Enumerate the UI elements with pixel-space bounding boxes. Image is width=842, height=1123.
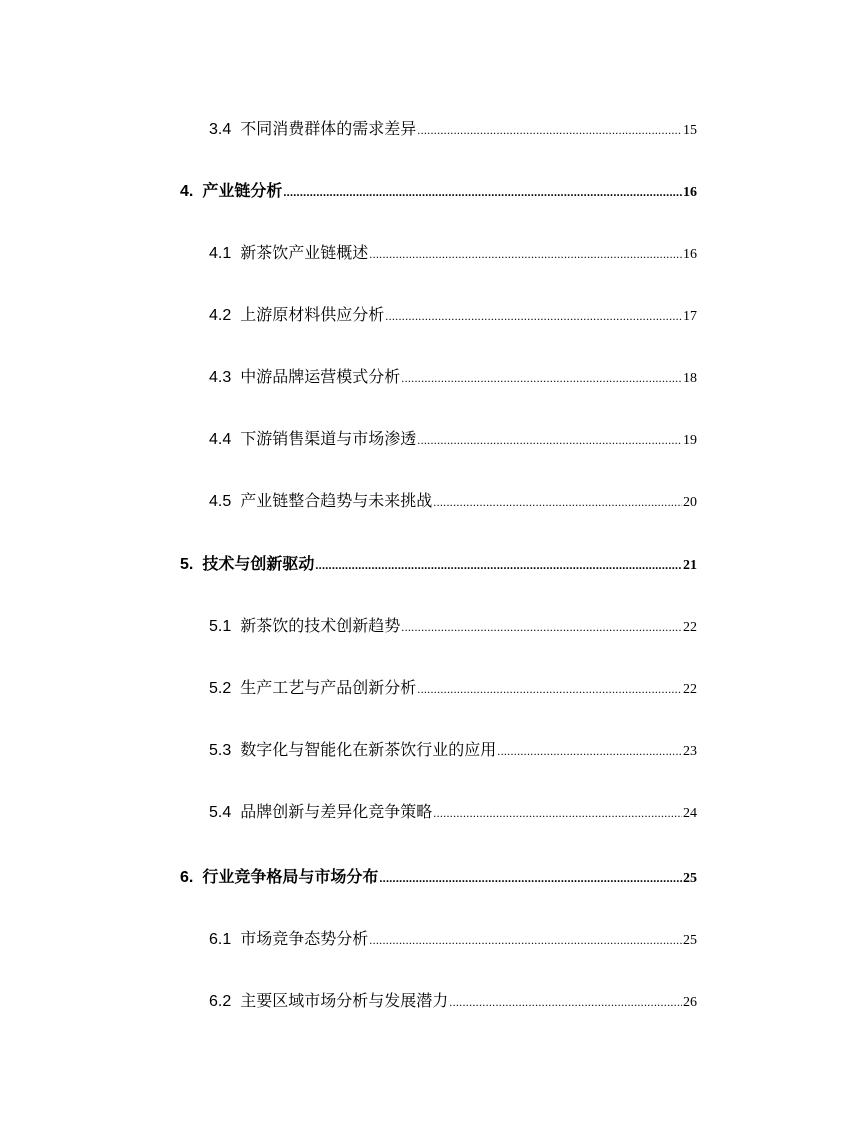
toc-entry-page: 18 (683, 371, 697, 386)
dot-leader (433, 806, 682, 821)
toc-entry-page: 23 (683, 744, 697, 759)
toc-entry-title: 生产工艺与产品创新分析 (240, 680, 417, 697)
toc-entry-page: 21 (683, 558, 697, 573)
toc-entry-page: 16 (683, 185, 697, 200)
toc-entry-title: 产业链整合趋势与未来挑战 (240, 493, 433, 510)
toc-entry-title: 下游销售渠道与市场渗透 (240, 431, 417, 448)
dot-leader (449, 995, 682, 1010)
toc-entry-number: 6.1 (209, 931, 232, 948)
toc-entry-title: 上游原材料供应分析 (240, 307, 385, 324)
toc-entry-number: 4.5 (209, 493, 232, 510)
toc-entry-page: 19 (683, 433, 697, 448)
dot-leader (417, 123, 682, 138)
toc-entry-number: 5. (180, 556, 194, 573)
toc-entry-4-5[interactable] (209, 488, 697, 514)
toc-entry-title: 主要区域市场分析与发展潜力 (240, 993, 449, 1010)
toc-entry-page: 26 (683, 995, 697, 1010)
toc-entry-6-2[interactable] (209, 988, 697, 1014)
dot-leader (385, 309, 682, 324)
dot-leader (417, 682, 682, 697)
toc-entry-page: 22 (683, 682, 697, 697)
dot-leader (401, 371, 682, 386)
toc-entry-4-1[interactable] (209, 240, 697, 266)
toc-entry-4-2[interactable] (209, 302, 697, 328)
toc-entry-5-3[interactable] (209, 737, 697, 763)
toc-entry-page: 25 (683, 933, 697, 948)
dot-leader (433, 495, 682, 510)
toc-entry-number: 5.1 (209, 618, 232, 635)
dot-leader (369, 933, 682, 948)
toc-entry-page: 20 (683, 495, 697, 510)
toc-entry-5-2[interactable] (209, 675, 697, 701)
dot-leader (417, 433, 682, 448)
dot-leader (315, 558, 682, 573)
dot-leader (497, 744, 682, 759)
toc-entry-3-4[interactable] (209, 116, 697, 142)
toc-entry-number: 4.2 (209, 307, 232, 324)
toc-entry-5[interactable] (180, 551, 697, 577)
toc-entry-page: 25 (683, 871, 697, 886)
toc-entry-number: 4.3 (209, 369, 232, 386)
dot-leader (379, 871, 682, 886)
toc-entry-title: 数字化与智能化在新茶饮行业的应用 (240, 742, 497, 759)
toc-entry-page: 22 (683, 620, 697, 635)
dot-leader (283, 185, 682, 200)
toc-entry-title: 市场竞争态势分析 (240, 931, 369, 948)
toc-entry-title: 产业链分析 (202, 183, 283, 200)
toc-entry-4-4[interactable] (209, 426, 697, 452)
toc-entry-page: 16 (683, 247, 697, 262)
toc-entry-title: 中游品牌运营模式分析 (240, 369, 401, 386)
toc-entry-title: 新茶饮产业链概述 (240, 245, 369, 262)
dot-leader (401, 620, 682, 635)
toc-entry-page: 24 (683, 806, 697, 821)
toc-entry-page: 17 (683, 309, 697, 324)
toc-entry-number: 4.4 (209, 431, 232, 448)
toc-entry-number: 4.1 (209, 245, 232, 262)
dot-leader (369, 247, 682, 262)
toc-entry-title: 不同消费群体的需求差异 (240, 121, 417, 138)
toc-entry-title: 新茶饮的技术创新趋势 (240, 618, 401, 635)
toc-entry-5-4[interactable] (209, 799, 697, 825)
toc-entry-title: 品牌创新与差异化竞争策略 (240, 804, 433, 821)
toc-entry-4[interactable] (180, 178, 697, 204)
toc-entry-number: 5.3 (209, 742, 232, 759)
toc-entry-number: 5.4 (209, 804, 232, 821)
toc-entry-6-1[interactable] (209, 926, 697, 952)
toc-entry-number: 5.2 (209, 680, 232, 697)
toc-entry-6[interactable] (180, 864, 697, 890)
toc-entry-number: 4. (180, 183, 194, 200)
toc-entry-number: 6.2 (209, 993, 232, 1010)
toc-entry-4-3[interactable] (209, 364, 697, 390)
toc-entry-number: 6. (180, 869, 194, 886)
toc-entry-page: 15 (683, 123, 697, 138)
toc-entry-title: 技术与创新驱动 (202, 556, 315, 573)
toc-entry-number: 3.4 (209, 121, 232, 138)
toc-entry-title: 行业竞争格局与市场分布 (202, 869, 379, 886)
toc-entry-5-1[interactable] (209, 613, 697, 639)
